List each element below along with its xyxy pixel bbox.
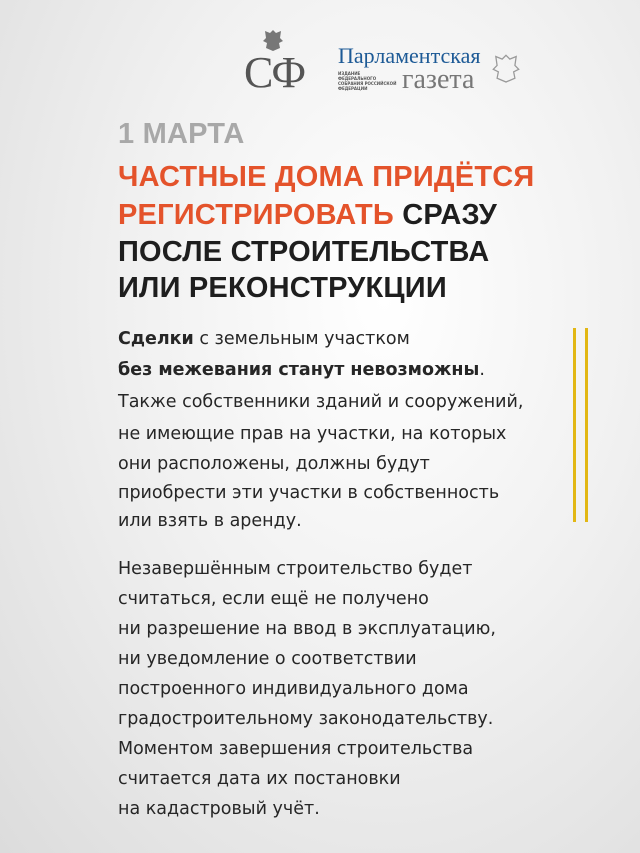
decorative-bar	[585, 328, 588, 522]
headline-line	[118, 199, 497, 232]
body-line: ни уведомление о соответствии	[118, 649, 417, 669]
body-line	[118, 359, 485, 381]
body-line: построенного индивидуального дома	[118, 679, 469, 699]
body-line: Также собственники зданий и сооружений,	[118, 392, 524, 412]
body-line: на кадастровый учёт.	[118, 799, 320, 819]
text: с земельным участком	[193, 329, 410, 349]
body-line: Незавершённым строительство будет	[118, 559, 473, 579]
headline-text: СРАЗУ	[393, 199, 498, 231]
gazeta-logo-title: Парламентская	[338, 43, 481, 68]
gazeta-logo-caption: ИЗДАНИЕ ФЕДЕРАЛЬНОГО СОБРАНИЯ РОССИЙСКОЙ ФЕДЕРАЦИИ	[338, 71, 397, 91]
body-line	[118, 328, 410, 350]
body-line: Моментом завершения строительства	[118, 739, 474, 759]
headline-line: ЧАСТНЫЕ ДОМА ПРИДЁТСЯ	[118, 161, 535, 193]
body-line: градостроительному законодательству.	[118, 709, 494, 729]
headline-line: ИЛИ РЕКОНСТРУКЦИИ	[118, 272, 447, 304]
headline-line: ПОСЛЕ СТРОИТЕЛЬСТВА	[118, 236, 490, 268]
body-line: или взять в аренду.	[118, 511, 302, 531]
body-line: приобрести эти участки в собственность	[118, 483, 500, 503]
decorative-bar	[573, 328, 576, 522]
body-line: они расположены, должны будут	[118, 454, 430, 474]
sf-logo: СФ	[244, 48, 305, 97]
text: .	[479, 360, 485, 380]
headline-accent: РЕГИСТРИРОВАТЬ	[118, 199, 394, 231]
body-line: не имеющие прав на участки, на которых	[118, 424, 507, 444]
body-line: считаться, если ещё не получено	[118, 589, 429, 609]
gazeta-logo-subtitle: газета	[402, 64, 475, 95]
body-line: ни разрешение на ввод в эксплуатацию,	[118, 619, 496, 639]
body-line: считается дата их постановки	[118, 769, 401, 789]
coat-of-arms-icon	[492, 52, 520, 84]
bold-text: без межевания станут невозможны	[118, 360, 480, 380]
bold-text: Сделки	[118, 329, 194, 349]
date: 1 МАРТА	[118, 118, 245, 150]
